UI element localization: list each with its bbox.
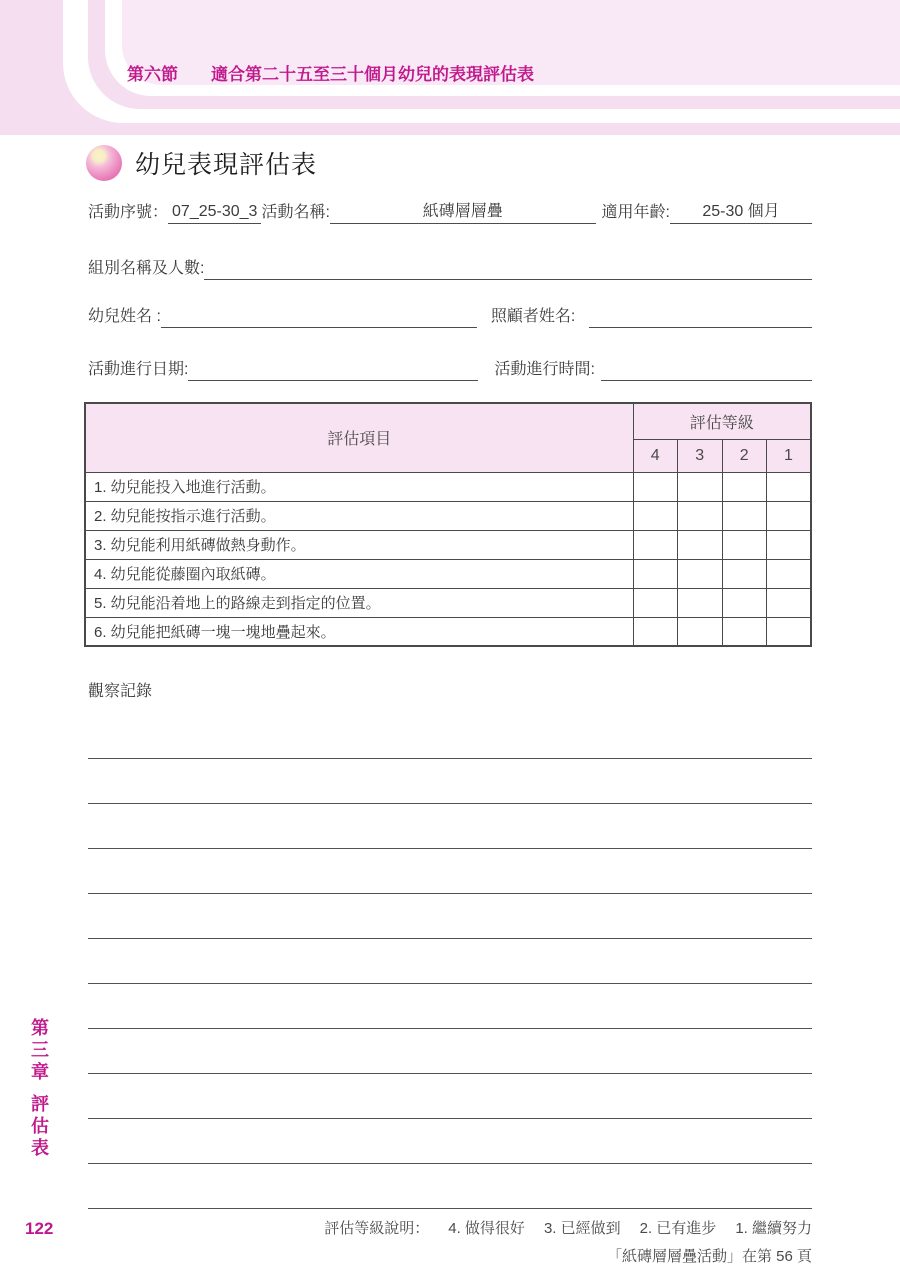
top-banner [0,0,900,135]
page-title-row [86,145,900,181]
assessment-form-header [88,198,812,381]
age-label: 適用年齡: [601,204,670,221]
table-row [85,501,811,530]
assessment-item-text: 4. 幼兒能從藤圈內取紙磚。 [85,559,633,588]
observation-label: 觀察記錄 [88,683,153,700]
reference-note: 「紙磚層層疊活動」在第 56 頁 [606,1248,812,1265]
assessment-item-text: 1. 幼兒能投入地進行活動。 [85,472,633,501]
section-heading [127,60,534,85]
observation-writing-line [88,1208,812,1209]
table-row [85,617,811,646]
rating-mark-cell [633,588,678,617]
rating-mark-cell [678,472,723,501]
rating-mark-cell [722,472,767,501]
legend-item: 4. 做得很好 [448,1220,525,1237]
observation-lines-area [88,758,812,1209]
observation-writing-line [88,1073,812,1074]
assessment-table [84,402,812,647]
rating-mark-cell [767,501,812,530]
observation-writing-line [88,983,812,984]
rating-mark-cell [678,501,723,530]
observation-writing-line [88,758,812,759]
rating-level-header: 2 [722,439,767,472]
date-label: 活動進行日期: [88,361,189,378]
rating-mark-cell [633,472,678,501]
page-number: 122 [25,1219,54,1238]
rating-mark-cell [633,530,678,559]
item-column-header: 評估項目 [85,403,633,472]
child-name-blank-field [161,308,477,328]
rating-mark-cell [767,530,812,559]
observation-writing-line [88,1028,812,1029]
carer-name-blank-field [589,308,812,328]
rating-mark-cell [722,530,767,559]
table-row [85,530,811,559]
rating-mark-cell [722,559,767,588]
rating-mark-cell [767,617,812,646]
observation-writing-line [88,1118,812,1119]
age-value: 25-30 個月 [670,198,812,224]
rating-mark-cell [678,588,723,617]
rating-mark-cell [678,559,723,588]
activity-name-label: 活動名稱: [261,204,330,221]
activity-no-label: 活動序號： [88,204,169,221]
form-row-names [88,303,812,328]
rating-mark-cell [633,559,678,588]
rating-mark-cell [722,617,767,646]
time-label: 活動進行時間: [494,361,595,378]
rating-legend [88,1217,812,1238]
form-row-group [88,255,812,280]
rating-mark-cell [678,617,723,646]
chapter-name: 評估表 [29,1094,49,1160]
assessment-item-text: 5. 幼兒能沿着地上的路線走到指定的位置。 [85,588,633,617]
child-name-label: 幼兒姓名 : [88,308,161,325]
rating-level-header: 3 [678,439,723,472]
section-number: 第六節 [127,65,178,84]
assessment-item-text: 6. 幼兒能把紙磚一塊一塊地疊起來。 [85,617,633,646]
observation-writing-line [88,938,812,939]
rating-mark-cell [767,559,812,588]
rating-level-header: 4 [633,439,678,472]
form-row-datetime [88,356,812,381]
observation-writing-line [88,803,812,804]
group-blank-field [204,260,812,280]
table-row [85,588,811,617]
rating-mark-cell [722,588,767,617]
observation-writing-line [88,893,812,894]
rating-level-header: 1 [767,439,812,472]
assessment-item-text: 2. 幼兒能按指示進行活動。 [85,501,633,530]
rating-mark-cell [767,588,812,617]
rating-mark-cell [767,472,812,501]
pink-ball-icon [86,145,122,181]
date-blank-field [188,361,478,381]
carer-name-label: 照顧者姓名: [490,308,576,325]
activity-name-value: 紙磚層層疊 [330,198,596,224]
section-title: 適合第二十五至三十個月幼兒的表現評估表 [211,65,534,84]
activity-no-value: 07_25-30_3 [168,203,261,224]
time-blank-field [601,361,812,381]
legend-item: 1. 繼續努力 [735,1220,812,1237]
table-header-row-1 [85,403,811,439]
rating-column-header: 評估等級 [633,403,811,439]
rating-mark-cell [678,530,723,559]
legend-label: 評估等級說明： [324,1220,430,1237]
group-label: 組別名稱及人數: [88,260,205,277]
chapter-side-tab [29,1018,49,1160]
table-row [85,472,811,501]
chapter-number: 第三章 [29,1018,49,1084]
rating-mark-cell [722,501,767,530]
observation-writing-line [88,1163,812,1164]
legend-item: 2. 已有進步 [639,1220,717,1237]
assessment-item-text: 3. 幼兒能利用紙磚做熱身動作。 [85,530,633,559]
observation-writing-line [88,848,812,849]
form-row-activity [88,198,812,224]
rating-mark-cell [633,501,678,530]
page-title: 幼兒表現評估表 [135,151,318,179]
table-row [85,559,811,588]
rating-mark-cell [633,617,678,646]
legend-item: 3. 已經做到 [543,1220,621,1237]
